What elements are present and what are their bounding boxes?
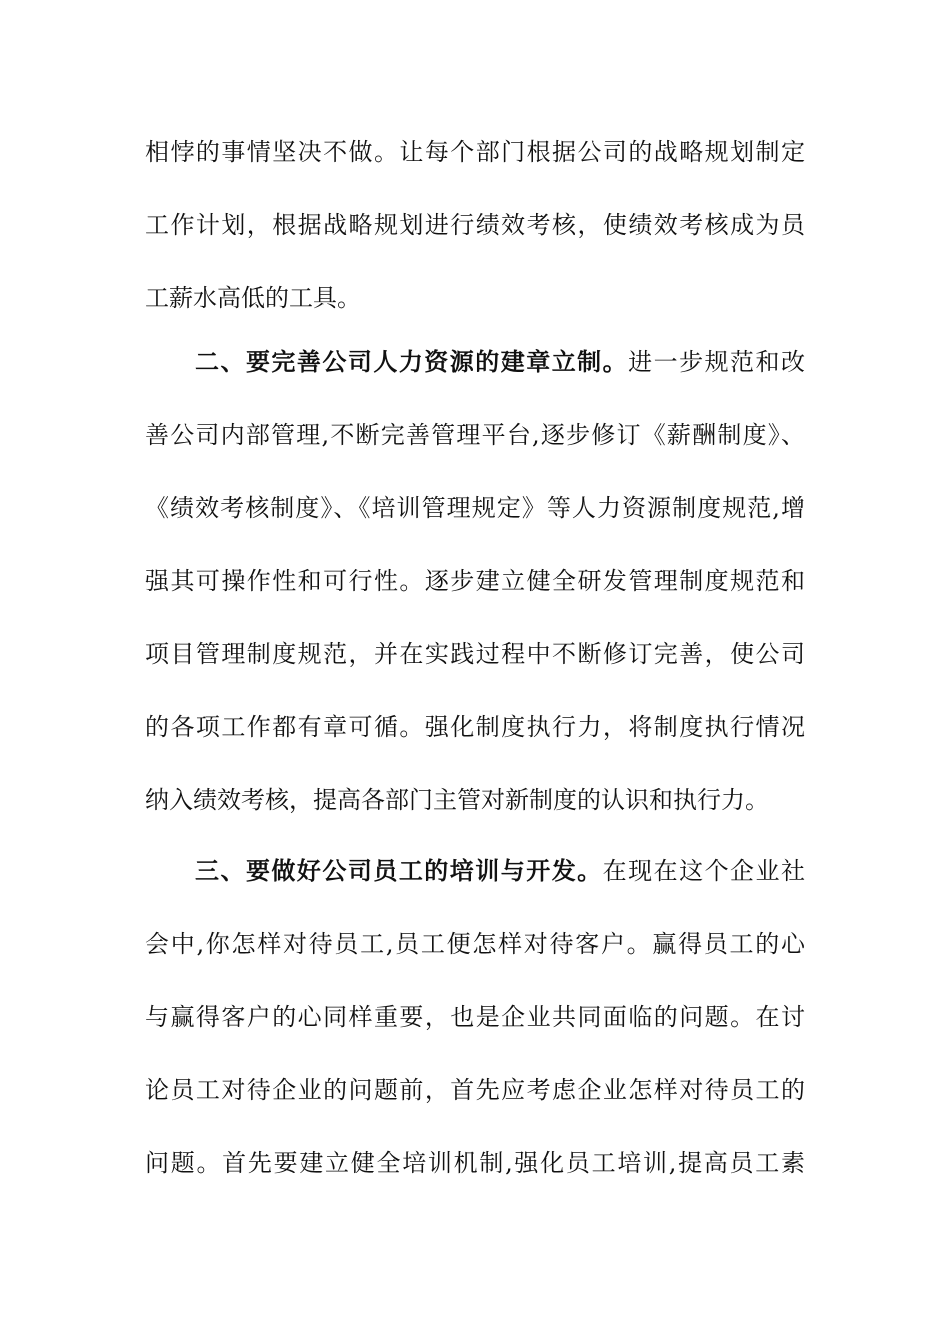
paragraph-first-line [195,851,805,891]
paragraph-text: 进一步规范和改 [628,348,806,376]
paragraph-line: 工作计划，根据战略规划进行绩效考核，使绩效考核成为员 [145,211,805,239]
section-heading: 三、要做好公司员工的培训与开发。 [195,857,603,885]
paragraph-line: 项目管理制度规范，并在实践过程中不断修订完善，使公司 [145,640,805,668]
paragraph-line: 工薪水高低的工具。 [145,284,361,312]
paragraph-text: 在现在这个企业社 [602,857,806,885]
paragraph-line: 与赢得客户的心同样重要，也是企业共同面临的问题。在讨 [145,1003,805,1031]
paragraph-line: 相悖的事情坚决不做。让每个部门根据公司的战略规划制定 [145,138,805,166]
paragraph-line: 论员工对待企业的问题前，首先应考虑企业怎样对待员工的 [145,1076,805,1104]
paragraph-line: 强其可操作性和可行性。逐步建立健全研发管理制度规范和 [145,567,805,595]
paragraph-first-line [195,342,805,382]
paragraph-line: 的各项工作都有章可循。强化制度执行力，将制度执行情况 [145,713,805,741]
section-heading: 二、要完善公司人力资源的建章立制。 [195,348,629,376]
paragraph-line: 善公司内部管理,不断完善管理平台,逐步修订《薪酬制度》、 [145,421,805,449]
paragraph-line: 《绩效考核制度》、《培训管理规定》等人力资源制度规范,增 [145,494,805,522]
paragraph-line: 问题。首先要建立健全培训机制,强化员工培训,提高员工素 [145,1149,805,1177]
paragraph-line: 会中,你怎样对待员工,员工便怎样对待客户。赢得员工的心 [145,930,805,958]
paragraph-line: 纳入绩效考核，提高各部门主管对新制度的认识和执行力。 [145,786,769,814]
